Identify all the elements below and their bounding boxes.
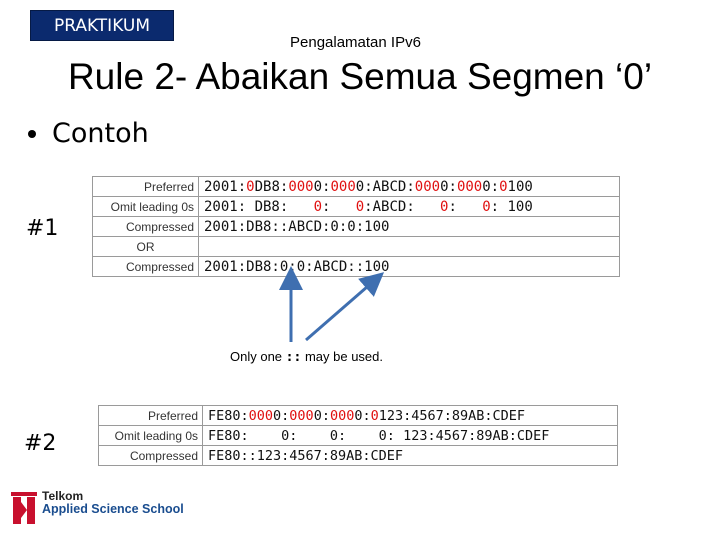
row-label: Compressed	[93, 217, 199, 237]
note-prefix: Only one	[230, 349, 283, 364]
row-label: Preferred	[99, 406, 203, 426]
ipv6-compressed-alt: 2001:DB8:0:0:ABCD::100	[199, 257, 620, 277]
logo-line-1: Telkom	[42, 489, 84, 503]
row-label: Compressed	[93, 257, 199, 277]
telkom-emblem-icon	[10, 490, 38, 526]
row-label: Compressed	[99, 446, 203, 466]
ipv6-omit-leading: 2001: DB8: 0: 0:ABCD: 0: 0: 100	[199, 197, 620, 217]
row-label: Preferred	[93, 177, 199, 197]
arrow-diagonal-icon	[306, 280, 375, 340]
ipv6-compressed: FE80::123:4567:89AB:CDEF	[203, 446, 618, 466]
logo-line-2: Applied Science School	[42, 501, 184, 516]
row-label: Omit leading 0s	[99, 426, 203, 446]
slide-title: Rule 2- Abaikan Semua Segmen ‘0’	[67, 56, 653, 97]
praktikum-badge: PRAKTIKUM	[30, 10, 174, 41]
table-row	[99, 426, 618, 446]
example-2-table	[98, 405, 618, 466]
ipv6-compressed: 2001:DB8::ABCD:0:0:100	[199, 217, 620, 237]
row-label: Omit leading 0s	[93, 197, 199, 217]
ipv6-omit-leading: FE80: 0: 0: 0: 123:4567:89AB:CDEF	[203, 426, 618, 446]
note-suffix: may be used.	[304, 349, 383, 364]
or-label: OR	[93, 237, 199, 257]
bullet-text: Contoh	[52, 118, 149, 149]
note-only-one	[230, 349, 383, 365]
example-2-number: #2	[24, 431, 57, 456]
ipv6-preferred: FE80:0000:0000:0000:0123:4567:89AB:CDEF	[203, 406, 618, 426]
table-row	[99, 406, 618, 426]
slide-subtitle: Pengalamatan IPv6	[290, 34, 421, 51]
ipv6-preferred: 2001:0DB8:0000:0000:ABCD:0000:0000:0100	[199, 177, 620, 197]
table-row	[99, 446, 618, 466]
example-1-number: #1	[26, 216, 59, 241]
note-symbol: ::	[285, 350, 302, 365]
telkom-logo	[10, 490, 184, 526]
